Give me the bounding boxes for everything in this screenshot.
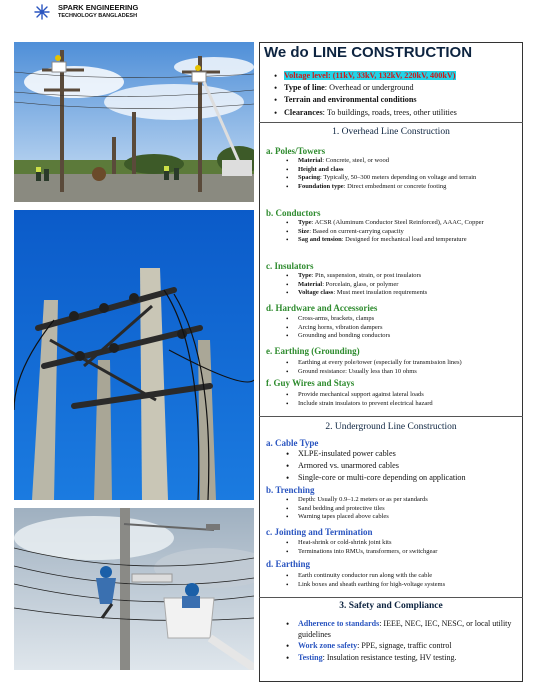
photo-concrete-poles: [14, 210, 254, 500]
company-header: [58, 3, 138, 21]
intro-list: [272, 70, 522, 119]
subheading-earthing-underground: d. Earthing: [266, 559, 311, 569]
guy-wires-list: [286, 391, 522, 408]
insulators-list: [286, 272, 522, 298]
list-item: • Earthing at every pole/tower (especially for transmission lines): [286, 359, 522, 368]
section-divider: [259, 597, 523, 598]
intro-item: • Clearances: To buildings, roads, trees, other utilities: [272, 107, 522, 119]
conductors-list: [286, 219, 522, 245]
list-item: • Material: Concrete, steel, or wood: [286, 157, 522, 166]
list-item: • Sand bedding and protective tiles: [286, 505, 522, 514]
list-item: • Ground resistance: Usually less than 10 ohms: [286, 368, 522, 377]
list-item: • Depth: Usually 0.9–1.2 meters or as per standards: [286, 496, 522, 505]
voltage-level-highlight: Voltage level: (11kV, 33kV, 132kV, 220kV, 400kV): [284, 71, 456, 80]
list-item: • Sag and tension: Designed for mechanical load and temperature: [286, 236, 522, 245]
list-item: • Work zone safety: PPE, signage, traffic control: [286, 641, 518, 652]
list-item: • Single-core or multi-core depending on application: [286, 472, 522, 484]
safety-list: [286, 619, 518, 664]
list-item: • Testing: Insulation resistance testing, HV testing.: [286, 653, 518, 664]
section-divider: [259, 416, 523, 417]
list-item: • Arcing horns, vibration dampers: [286, 324, 522, 333]
list-item: • Grounding and bonding conductors: [286, 332, 522, 341]
poles-list: [286, 157, 522, 191]
jointing-list: [286, 539, 522, 556]
subheading-trenching: b. Trenching: [266, 485, 315, 495]
intro-item: [272, 70, 522, 82]
list-item: • Adherence to standards: IEEE, NEC, IEC, NESC, or local utility guidelines: [286, 619, 518, 640]
intro-item: • Type of line: Overhead or underground: [272, 82, 522, 94]
cable-type-list: [286, 448, 522, 484]
subheading-jointing: c. Jointing and Termination: [266, 527, 373, 537]
earthing-underground-list: [286, 572, 522, 589]
section-title-overhead: 1. Overhead Line Construction: [332, 127, 450, 137]
photo-line-workers-on-poles: [14, 42, 254, 202]
subheading-earthing-overhead: e. Earthing (Grounding): [266, 346, 360, 356]
earthing-overhead-list: [286, 359, 522, 376]
list-item: • Warning tapes placed above cables: [286, 513, 522, 522]
section-title-safety: 3. Safety and Compliance: [339, 601, 443, 611]
subheading-poles: a. Poles/Towers: [266, 146, 326, 156]
hardware-list: [286, 315, 522, 341]
company-logo-icon: [34, 4, 50, 20]
photo-bucket-truck-worker: [14, 508, 254, 670]
section-title-underground: 2. Underground Line Construction: [325, 422, 457, 432]
subheading-hardware: d. Hardware and Accessories: [266, 303, 378, 313]
list-item: • Type: ACSR (Aluminum Conductor Steel Reinforced), AAAC, Copper: [286, 219, 522, 228]
company-subtitle: TECHNOLOGY BANGLADESH: [58, 13, 138, 19]
list-item: • Voltage class: Must meet insulation requirements: [286, 289, 522, 298]
company-name: SPARK ENGINEERING: [58, 3, 139, 12]
trenching-list: [286, 496, 522, 522]
list-item: • Material: Porcelain, glass, or polymer: [286, 281, 522, 290]
subheading-insulators: c. Insulators: [266, 261, 314, 271]
list-item: • Include strain insulators to prevent electrical hazard: [286, 400, 522, 409]
section-divider: [259, 122, 523, 123]
list-item: • XLPE-insulated power cables: [286, 448, 522, 460]
intro-item: • Terrain and environmental conditions: [272, 94, 522, 106]
list-item: • Size: Based on current-carrying capacity: [286, 228, 522, 237]
subheading-cable-type: a. Cable Type: [266, 438, 319, 448]
list-item: • Link boxes and sheath earthing for high-voltage systems: [286, 581, 522, 590]
subheading-guy-wires: f. Guy Wires and Stays: [266, 378, 355, 388]
list-item: • Provide mechanical support against lateral loads: [286, 391, 522, 400]
list-item: • Foundation type: Direct embedment or concrete footing: [286, 183, 522, 192]
list-item: • Armored vs. unarmored cables: [286, 460, 522, 472]
list-item: • Spacing: Typically, 50–300 meters depending on voltage and terrain: [286, 174, 522, 183]
list-item: • Type: Pin, suspension, strain, or post insulators: [286, 272, 522, 281]
list-item: • Heat-shrink or cold-shrink joint kits: [286, 539, 522, 548]
page-title: We do LINE CONSTRUCTION: [264, 44, 473, 61]
subheading-conductors: b. Conductors: [266, 208, 321, 218]
list-item: • Earth continuity conductor run along with the cable: [286, 572, 522, 581]
list-item: • Terminations into RMUs, transformers, or switchgear: [286, 548, 522, 557]
list-item: • Height and class: [286, 166, 522, 175]
list-item: • Cross-arms, brackets, clamps: [286, 315, 522, 324]
